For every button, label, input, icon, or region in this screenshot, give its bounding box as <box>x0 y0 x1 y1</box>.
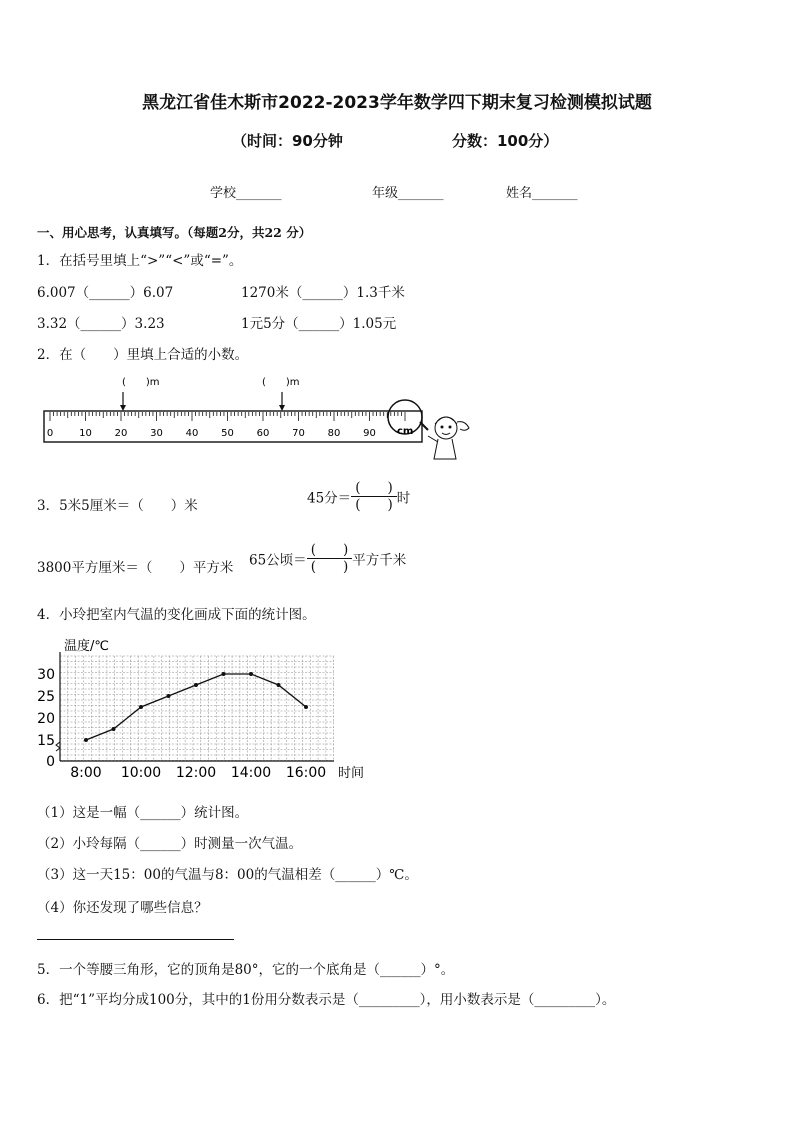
question-4: 4．小玲把室内气温的变化画成下面的统计图。 <box>37 607 316 623</box>
data-point <box>167 694 171 698</box>
arrow-head-1 <box>120 405 126 411</box>
exam-score: 分数：100分） <box>452 132 559 150</box>
question-5: 5．一个等腰三角形，它的顶角是80°，它的一个底角是（______）°。 <box>37 962 455 978</box>
x-tick-label: 10:00 <box>120 765 162 781</box>
q3-item-b <box>307 480 410 513</box>
x-tick-label: 8:00 <box>70 765 102 781</box>
chart-x-label: 时间 <box>338 766 365 781</box>
y-tick-label: 0 <box>46 754 55 770</box>
ruler-number: 20 <box>114 428 128 439</box>
q1-item-c: 3.32（______）3.23 <box>37 316 165 332</box>
q3-item-c: 3800平方厘米＝（ ）平方米 <box>37 560 234 576</box>
chart-axes <box>56 652 334 761</box>
ruler-number: 90 <box>363 428 376 439</box>
exam-time: （时间：90分钟 <box>232 132 343 150</box>
girl-cartoon-icon <box>428 417 469 459</box>
q3-d-left: 65公顷＝ <box>249 552 307 569</box>
q3-b-numerator: ( ) <box>351 480 397 497</box>
ruler-blank-label-2: ( )m <box>262 377 300 388</box>
chart-x-ticks <box>70 765 326 781</box>
q1-item-b: 1270米（______）1.3千米 <box>241 285 405 301</box>
ruler-number: 70 <box>292 428 305 439</box>
q3-item-d <box>249 542 406 575</box>
y-tick-label: 25 <box>37 689 55 705</box>
q3-item-a: 3．5米5厘米＝（ ）米 <box>37 498 198 514</box>
q3-b-denominator: ( ) <box>355 497 393 513</box>
name-field: 姓名_______ <box>506 186 578 201</box>
ruler-number: 30 <box>150 428 163 439</box>
x-tick-label: 16:00 <box>285 765 327 781</box>
chart-series <box>84 672 308 742</box>
q1-item-d: 1元5分（______）1.05元 <box>241 316 397 332</box>
q4-part-2: （2）小玲每隔（______）时测量一次气温。 <box>37 836 303 852</box>
y-tick-label: 15 <box>37 733 55 749</box>
x-tick-label: 12:00 <box>175 765 217 781</box>
question-2: 2．在（ ）里填上合适的小数。 <box>37 347 249 363</box>
y-tick-label: 20 <box>37 711 55 727</box>
data-point <box>139 705 143 709</box>
question-1: 1．在括号里填上“>”“<”或“=”。 <box>37 253 243 269</box>
school-field: 学校_______ <box>210 186 282 201</box>
ruler-blank-label-1: ( )m <box>122 377 160 388</box>
ruler-number: 50 <box>221 428 234 439</box>
data-point <box>277 683 281 687</box>
ruler-number: 40 <box>185 428 199 439</box>
ruler-number: 10 <box>79 428 92 439</box>
grade-field: 年级_______ <box>372 186 444 201</box>
page-title: 黑龙江省佳木斯市2022-2023学年数学四下期末复习检测模拟试题 <box>142 93 652 113</box>
ruler-number: 0 <box>46 428 54 439</box>
q1-item-a: 6.007（______）6.07 <box>37 285 174 301</box>
chart-grid <box>60 656 334 761</box>
ruler-figure <box>36 370 486 470</box>
temperature-line-chart <box>36 630 386 786</box>
chart-y-label: 温度/℃ <box>64 639 109 654</box>
data-point <box>304 705 308 709</box>
data-point <box>222 672 226 676</box>
chart-y-ticks <box>37 667 55 770</box>
x-tick-label: 14:00 <box>230 765 272 781</box>
y-tick-label: 30 <box>37 667 55 683</box>
ruler-number: 60 <box>256 428 270 439</box>
ruler-unit: cm <box>397 426 414 437</box>
ruler-number: 80 <box>327 428 341 439</box>
answer-line <box>37 939 234 940</box>
q4-part-1: （1）这是一幅（______）统计图。 <box>37 805 249 821</box>
data-point <box>194 683 198 687</box>
q3-d-denominator: ( ) <box>310 559 349 575</box>
data-point <box>112 727 116 731</box>
section-heading: 一、用心思考，认真填写。（每题2分，共22 分） <box>37 225 312 240</box>
question-6: 6．把“1”平均分成100分，其中的1份用分数表示是（_________），用小数表示是（_________）。 <box>37 992 616 1008</box>
q4-part-3: （3）这一天15：00的气温与8：00的气温相差（______）℃。 <box>37 867 418 883</box>
q3-d-numerator: ( ) <box>307 542 353 559</box>
data-point <box>84 738 88 742</box>
q3-b-fraction <box>351 480 397 513</box>
q3-d-fraction <box>307 542 353 575</box>
q3-b-left: 45分＝ <box>307 490 352 507</box>
q3-b-right: 时 <box>396 490 411 507</box>
data-point <box>249 672 253 676</box>
q3-d-right: 平方千米 <box>352 552 407 569</box>
q4-part-4: （4）你还发现了哪些信息？ <box>37 900 208 916</box>
arrow-head-2 <box>279 405 285 411</box>
